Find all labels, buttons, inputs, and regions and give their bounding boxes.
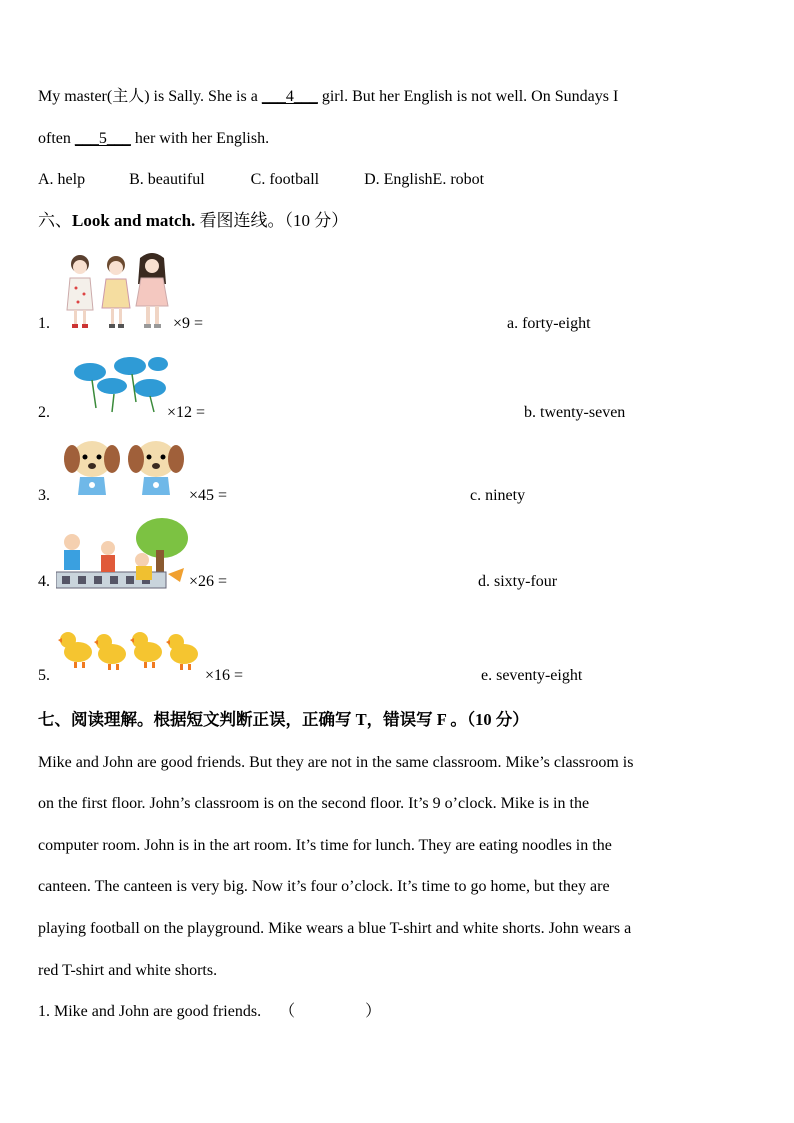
blank-4: ___4___ (261, 88, 318, 105)
cloze-text: My master(主人) is Sally. She is a (38, 88, 262, 105)
answer-option: d. sixty-four (478, 573, 558, 590)
section-score: （10 分） (284, 211, 349, 230)
passage-line-3: computer room. John is in the art room. It’s time for lunch. They are eating noodles in the (38, 837, 612, 854)
section-title-cn: 看图连线。 (195, 211, 285, 230)
option-a: A. help (38, 171, 86, 188)
passage-line-5: playing football on the playground. Mike wears a blue T-shirt and white shorts. John wears a (38, 920, 632, 937)
section-title-en: Look and match. (72, 211, 196, 230)
answer-option: e. seventy-eight (481, 667, 583, 684)
ducks-picture (56, 626, 204, 672)
passage-line-6: red T-shirt and white shorts. (38, 962, 218, 979)
cloze-line-2 (38, 128, 269, 150)
item-number: 4. (38, 573, 50, 590)
option-c: C. football (250, 171, 320, 188)
cloze-text: her with her English. (130, 130, 270, 147)
passage-line-1: Mike and John are good friends. But they are not in the same classroom. Mike’s classroom is (38, 754, 634, 771)
option-b: B. beautiful (129, 171, 205, 188)
match-row-4 (0, 573, 794, 595)
match-row-1 (0, 315, 794, 337)
cloze-text: often (38, 130, 75, 147)
question-text: 1. Mike and John are good friends. (38, 1003, 262, 1020)
item-number: 3. (38, 487, 50, 504)
match-row-3 (0, 487, 794, 509)
answer-option: a. forty-eight (507, 315, 591, 332)
answer-option: c. ninety (470, 487, 526, 504)
answer-paren-open: （ (279, 1003, 296, 1020)
section7-heading: 七、阅读理解。根据短文判断正误，正确写 T，错误写 F 。（10 分） (38, 710, 529, 729)
multiplier: ×9 = (173, 315, 204, 332)
item-number: 2. (38, 404, 50, 421)
match-row-5 (0, 667, 794, 689)
item-number: 5. (38, 667, 50, 684)
multiplier: ×26 = (189, 573, 228, 590)
passage-line-2: on the first floor. John’s classroom is on the second floor. It’s 9 o’clock. Mike is in the (38, 795, 590, 812)
passage-line-4: canteen. The canteen is very big. Now it’s four o’clock. It’s time to go home, but they are (38, 878, 610, 895)
option-e: E. robot (432, 171, 485, 188)
cloze-text: girl. But her English is not well. On Sundays I (317, 88, 619, 105)
multiplier: ×12 = (167, 404, 206, 421)
option-d: D. English (364, 171, 433, 188)
section-number: 六、 (38, 211, 72, 230)
section6-heading (38, 210, 348, 232)
multiplier: ×16 = (205, 667, 244, 684)
match-row-2 (0, 404, 794, 426)
answer-option: b. twenty-seven (524, 404, 626, 421)
answer-paren-close: ） (365, 1003, 382, 1020)
question-1 (38, 1001, 381, 1023)
cloze-options (38, 169, 484, 191)
blank-5: ___5___ (74, 130, 131, 147)
multiplier: ×45 = (189, 487, 228, 504)
cloze-line-1 (38, 86, 618, 108)
item-number: 1. (38, 315, 50, 332)
